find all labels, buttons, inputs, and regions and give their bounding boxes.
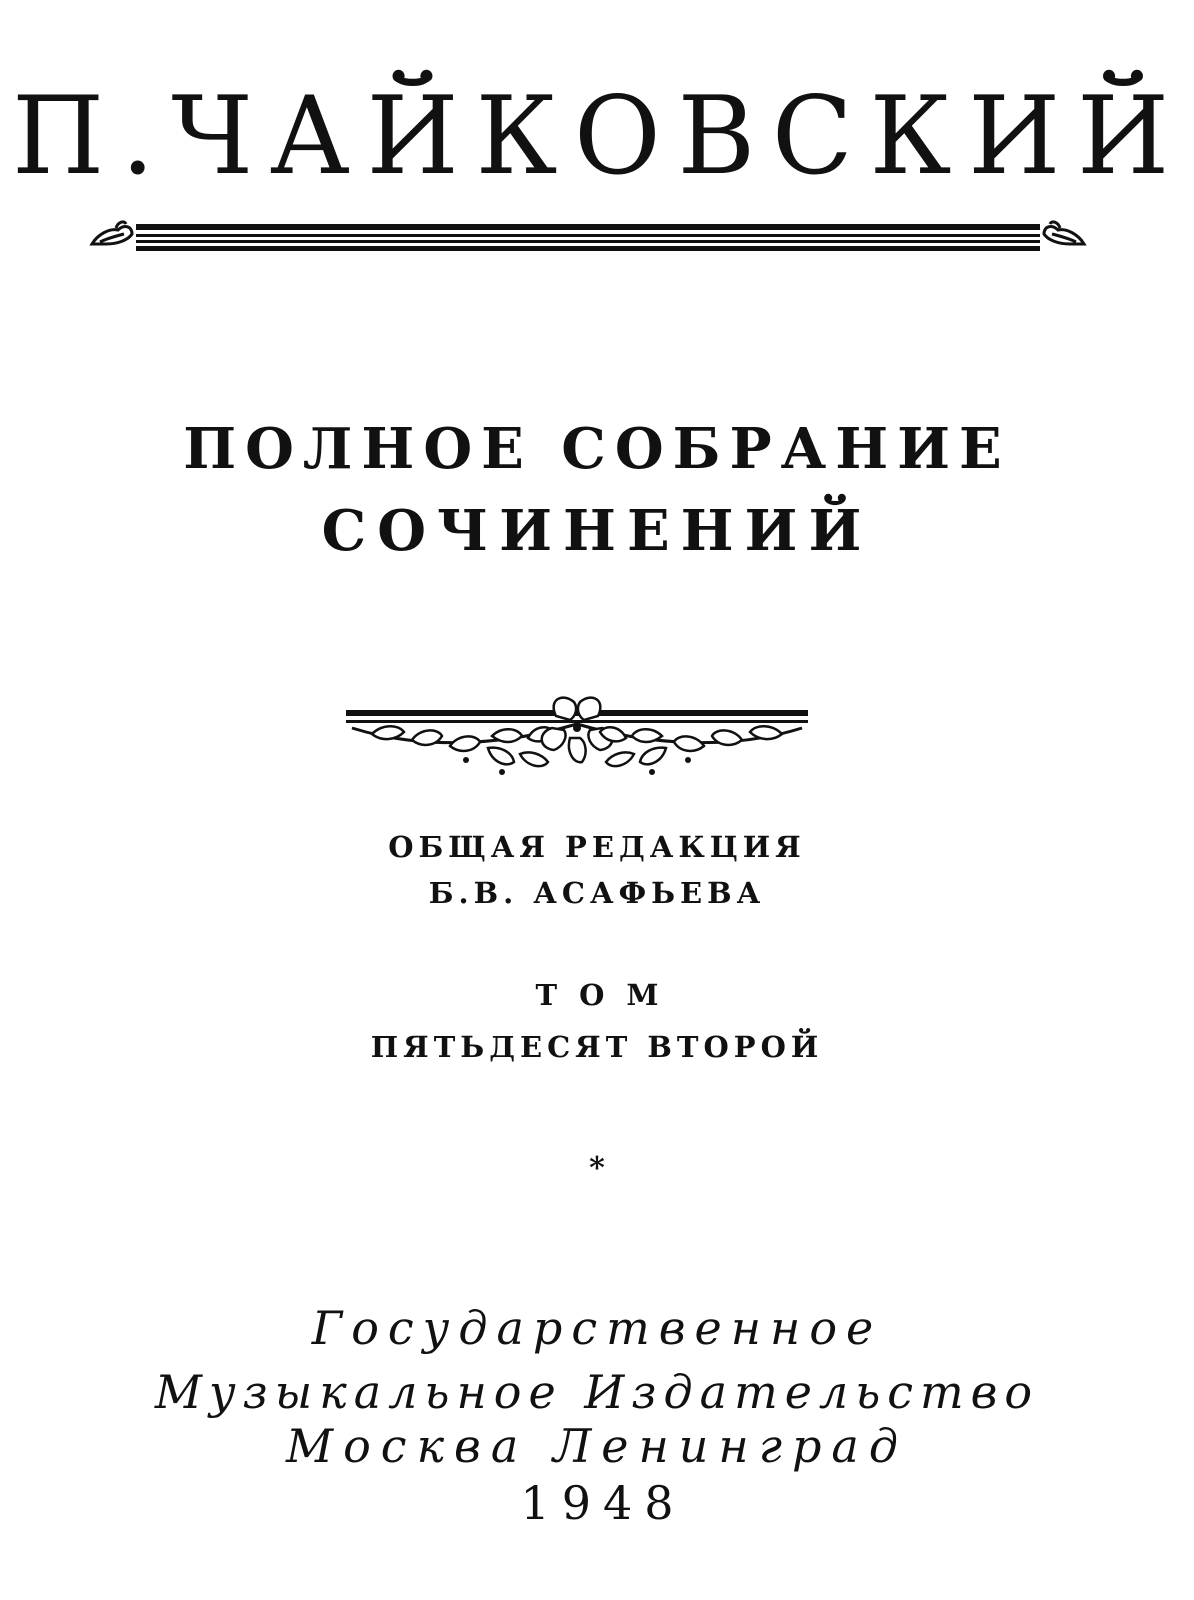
- separator-asterisk: *: [589, 1151, 605, 1186]
- volume-number: ПЯТЬДЕСЯТ ВТОРОЙ: [370, 1030, 824, 1064]
- publication-year: 1948: [520, 1476, 686, 1530]
- editor-line-2: Б.В. АСАФЬЕВА: [428, 876, 766, 910]
- publisher-line-1: Государственное: [311, 1301, 883, 1355]
- floral-garland-ornament: [342, 688, 812, 780]
- editor-line-1: ОБЩАЯ РЕДАКЦИЯ: [388, 830, 806, 864]
- title-line-1: ПОЛНОЕ СОБРАНИЕ: [183, 416, 1011, 482]
- author-name: П.ЧАЙКОВСКИЙ: [11, 74, 1187, 199]
- top-rule-ornament: [88, 214, 1088, 254]
- publisher-city: Москва Ленинград: [286, 1419, 908, 1473]
- publisher-line-2: Музыкальное Издательство: [154, 1365, 1040, 1419]
- title-line-2: СОЧИНЕНИЙ: [321, 498, 873, 564]
- left-leaf-icon: [92, 222, 132, 244]
- right-leaf-icon: [1044, 222, 1084, 244]
- volume-label: ТОМ: [535, 978, 681, 1012]
